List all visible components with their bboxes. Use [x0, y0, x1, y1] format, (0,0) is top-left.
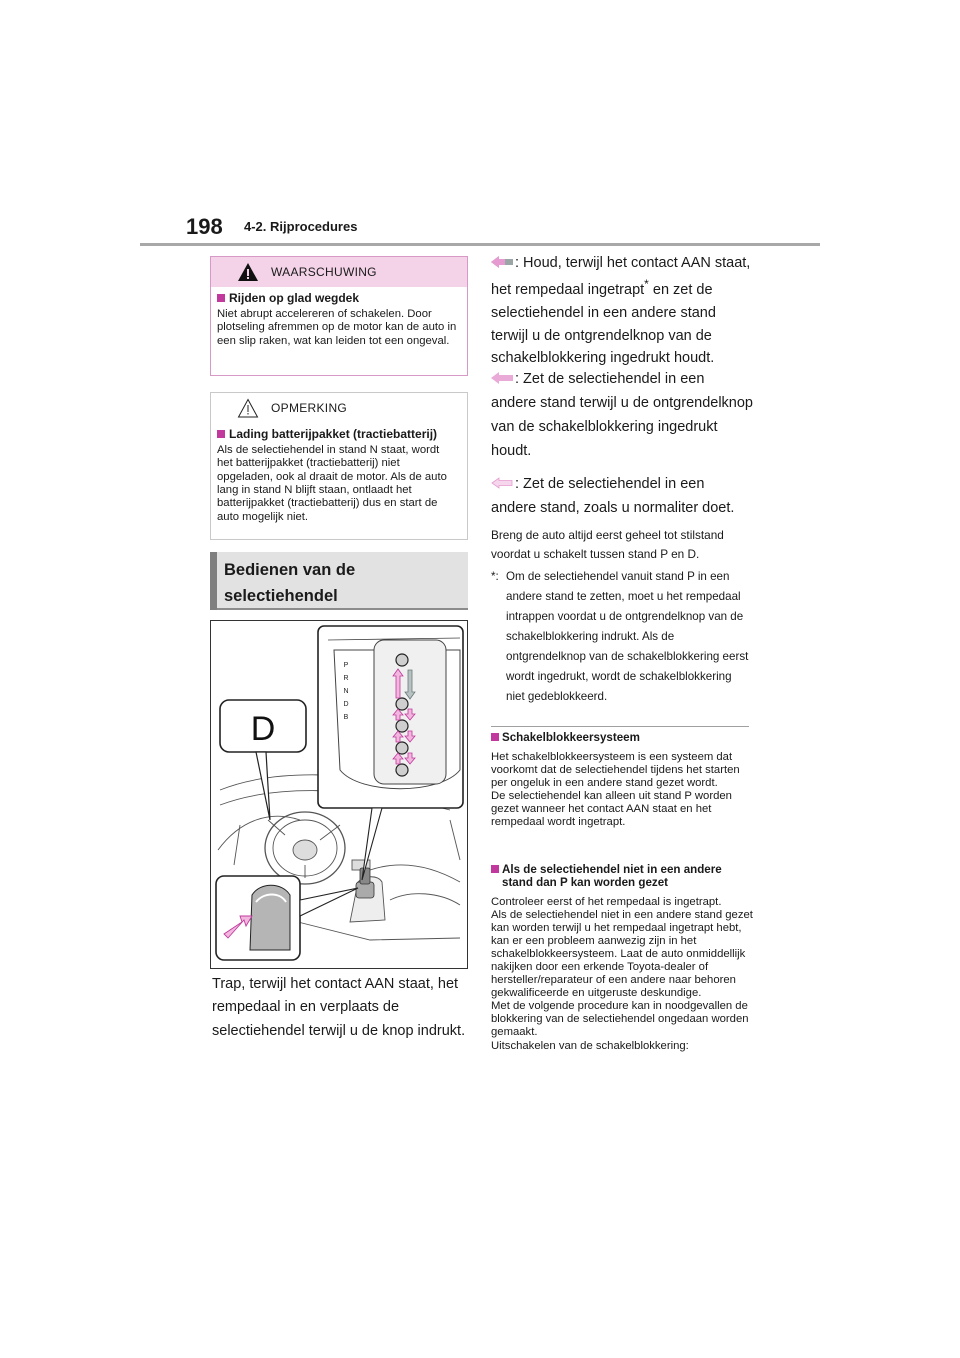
- cannot-shift-text-1: Controleer eerst of het rempedaal is ingetrapt.: [491, 895, 722, 908]
- cannot-shift-text-2: Als de selectiehendel niet in een andere stand gezet kan worden terwijl u het rempedaal ingetrapt hebt, kan er een probleem aanwezig zijn in het schakelblokkeersysteem. Laat de auto onmiddellijk nakijken door een erkende Toyota-dealer of hersteller/reparateur of een andere naar behoren gekwalificeerde en uitgeruste deskundige.: [491, 908, 753, 1000]
- cannot-shift-title-row: [491, 864, 753, 890]
- cannot-shift-title: Als de selectiehendel niet in een andere stand dan P kan worden gezet: [502, 863, 722, 889]
- cannot-shift-text-3: Met de volgende procedure kan in noodgevallen de blokkering van de selectiehendel ongedaan worden gemaakt.: [491, 1000, 749, 1039]
- cannot-shift-section: [491, 864, 753, 1053]
- right-divider: [491, 726, 749, 727]
- shift-lock-title-row: [491, 732, 753, 745]
- section-heading: [210, 552, 468, 610]
- footnote: [491, 567, 753, 707]
- heading-text: [224, 558, 355, 609]
- position-label-p: P: [343, 662, 349, 669]
- shift-lock-title: Schakelblokkeersysteem: [502, 731, 640, 744]
- position-label-r: R: [343, 675, 349, 682]
- note-subtitle-row: [217, 427, 467, 441]
- legend-item-3: [491, 472, 753, 520]
- note-box: [210, 392, 468, 540]
- legend-item-3-text: : Zet de selectiehendel in een andere stand, zoals u normaliter doet.: [491, 476, 735, 517]
- gear-letter: D: [250, 710, 276, 748]
- position-label-d: D: [343, 701, 349, 708]
- position-label-b: B: [343, 714, 349, 721]
- warning-subtitle: Rijden op glad wegdek: [229, 291, 360, 305]
- arrow-outline-icon: [491, 477, 513, 489]
- warning-triangle-icon: [237, 262, 259, 282]
- caution-triangle-icon: [237, 398, 259, 418]
- bullet-square-icon: [491, 733, 499, 741]
- legend-item-1: [491, 252, 753, 370]
- shift-lock-section: [491, 732, 753, 829]
- header-divider: [140, 243, 820, 246]
- section-title: 4-2. Rijprocedures: [244, 219, 358, 234]
- note-title: OPMERKING: [271, 401, 348, 415]
- shift-lock-text-2: De selectiehendel kan alleen uit stand P worden gezet wanneer het contact AAN staat en het rempedaal wordt ingetrapt.: [491, 790, 732, 829]
- bullet-square-icon: [217, 430, 225, 438]
- note-text: Als de selectiehendel in stand N staat, wordt het batterijpakket (tractiebatterij) niet opgeladen, ook al draait de motor. Als de auto lang in stand N blijft staan, ontlaadt het batterijpakket (tractiebatterij) dus en start de auto mogelijk niet.: [217, 444, 447, 523]
- bullet-square-icon: [217, 294, 225, 302]
- warning-subtitle-row: [217, 291, 467, 305]
- bullet-square-icon: [491, 865, 499, 873]
- warning-box: [210, 256, 468, 376]
- cannot-shift-text-4: Uitschakelen van de schakelblokkering:: [491, 1039, 689, 1052]
- heading-line-1: Bedienen van de: [224, 561, 356, 579]
- legend-item-2-text: : Zet de selectiehendel in een andere stand terwijl u de ontgrendelknop van de schakelblokkering ingedrukt houdt.: [491, 371, 753, 460]
- footnote-text: Om de selectiehendel vanuit stand P in een andere stand te zetten, moet u het rempedaal intrappen voordat u de ontgrendelknop van de schakelblokkering indrukt. Als de ontgrendelknop van de schakelblokkering eerst wordt ingedrukt, wordt de schakelblokkering niet gedeblokkeerd.: [506, 570, 749, 704]
- warning-text: Niet abrupt accelereren of schakelen. Door plotseling afremmen op de motor kan de auto in een slip raken, wat kan leiden tot een ongeval.: [217, 308, 457, 347]
- legend-footnote-marker: *: [644, 276, 649, 291]
- brake-note: Breng de auto altijd eerst geheel tot stilstand voordat u schakelt tussen stand P en D.: [491, 528, 724, 561]
- warning-title: WAARSCHUWING: [271, 265, 377, 279]
- page-number: 198: [186, 214, 223, 239]
- figure-caption: Trap, terwijl het contact AAN staat, het rempedaal in en verplaats de selectiehendel terwijl u de knop indrukt.: [212, 976, 466, 1039]
- arrow-pink-grey-icon: [491, 256, 513, 268]
- arrow-pink-icon: [491, 372, 513, 384]
- legend-item-1-rest: en zet de selectiehendel in een andere stand terwijl u de ontgrendelknop van de schakelblokkering ingedrukt houdt.: [491, 281, 716, 367]
- note-subtitle: Lading batterijpakket (tractiebatterij): [229, 427, 438, 441]
- footnote-marker: *:: [491, 570, 499, 583]
- legend-item-2: [491, 367, 753, 463]
- shift-lock-text-1: Het schakelblokkeersysteem is een systeem dat voorkomt dat de selectiehendel tijdens het starten per ongeluk in een andere stand gezet wordt.: [491, 750, 740, 789]
- shift-lever-illustration: [210, 620, 468, 969]
- heading-line-2: selectiehendel: [224, 586, 338, 605]
- position-label-n: N: [343, 688, 349, 695]
- warning-header: [211, 257, 467, 287]
- heading-accent-bar: [210, 552, 217, 610]
- legend-item-1-text: : Houd, terwijl het contact AAN staat, het rempedaal ingetrapt: [491, 255, 751, 298]
- note-header: [211, 393, 467, 423]
